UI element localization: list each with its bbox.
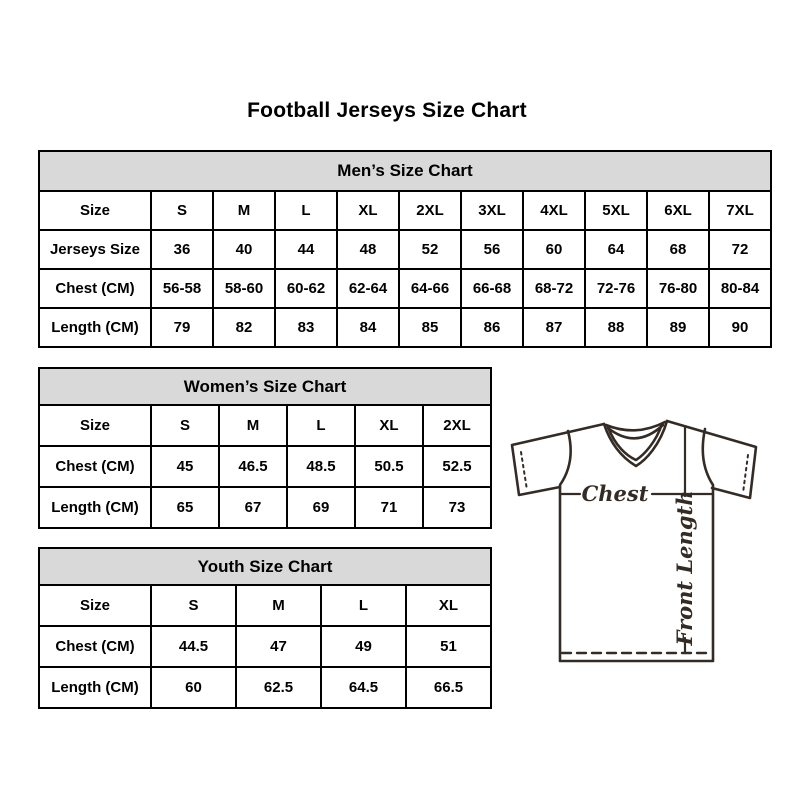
value-cell: 80-84 <box>709 269 771 308</box>
value-cell: 44.5 <box>151 626 236 667</box>
value-cell: 7XL <box>709 191 771 230</box>
value-cell: 83 <box>275 308 337 347</box>
value-cell: 60-62 <box>275 269 337 308</box>
value-cell: 2XL <box>399 191 461 230</box>
table-header-row <box>39 368 491 405</box>
value-cell: XL <box>337 191 399 230</box>
table-row <box>39 446 491 487</box>
value-cell: 64.5 <box>321 667 406 708</box>
table-title: Youth Size Chart <box>39 548 491 585</box>
table-row <box>39 667 491 708</box>
value-cell: 66.5 <box>406 667 491 708</box>
value-cell: M <box>213 191 275 230</box>
value-cell: 52 <box>399 230 461 269</box>
table-title: Men’s Size Chart <box>39 151 771 191</box>
value-cell: 72 <box>709 230 771 269</box>
value-cell: 89 <box>647 308 709 347</box>
right-cuff-stitch-dotted-line <box>743 455 748 493</box>
value-cell: 51 <box>406 626 491 667</box>
value-cell: 87 <box>523 308 585 347</box>
value-cell: S <box>151 585 236 626</box>
left-cuff-stitch-dotted-line <box>521 452 527 490</box>
value-cell: 68-72 <box>523 269 585 308</box>
row-label: Length (CM) <box>39 487 151 528</box>
value-cell: 79 <box>151 308 213 347</box>
value-cell: 5XL <box>585 191 647 230</box>
table-row <box>39 626 491 667</box>
value-cell: 56-58 <box>151 269 213 308</box>
value-cell: 72-76 <box>585 269 647 308</box>
youth-size-table <box>38 547 492 709</box>
value-cell: 46.5 <box>219 446 287 487</box>
value-cell: S <box>151 405 219 446</box>
value-cell: 49 <box>321 626 406 667</box>
value-cell: 64-66 <box>399 269 461 308</box>
row-label: Size <box>39 405 151 446</box>
table-row <box>39 405 491 446</box>
row-label: Length (CM) <box>39 308 151 347</box>
value-cell: 71 <box>355 487 423 528</box>
value-cell: 62.5 <box>236 667 321 708</box>
row-label: Length (CM) <box>39 667 151 708</box>
value-cell: 62-64 <box>337 269 399 308</box>
value-cell: 40 <box>213 230 275 269</box>
value-cell: 36 <box>151 230 213 269</box>
value-cell: M <box>236 585 321 626</box>
table-row <box>39 585 491 626</box>
value-cell: 3XL <box>461 191 523 230</box>
table-row <box>39 487 491 528</box>
mens-size-table <box>38 150 772 348</box>
chest-label: Chest <box>581 481 649 506</box>
value-cell: M <box>219 405 287 446</box>
table-row <box>39 308 771 347</box>
value-cell: 82 <box>213 308 275 347</box>
row-label: Size <box>39 585 151 626</box>
value-cell: 69 <box>287 487 355 528</box>
value-cell: 85 <box>399 308 461 347</box>
value-cell: 86 <box>461 308 523 347</box>
value-cell: 47 <box>236 626 321 667</box>
jersey-outline-graphic <box>502 410 774 668</box>
value-cell: 65 <box>151 487 219 528</box>
value-cell: XL <box>355 405 423 446</box>
row-label: Size <box>39 191 151 230</box>
value-cell: 67 <box>219 487 287 528</box>
page-title: Football Jerseys Size Chart <box>247 99 527 122</box>
value-cell: 90 <box>709 308 771 347</box>
value-cell: 50.5 <box>355 446 423 487</box>
value-cell: S <box>151 191 213 230</box>
value-cell: 52.5 <box>423 446 491 487</box>
jersey-measurement-diagram <box>502 410 774 668</box>
value-cell: 44 <box>275 230 337 269</box>
value-cell: 60 <box>523 230 585 269</box>
value-cell: 60 <box>151 667 236 708</box>
value-cell: 4XL <box>523 191 585 230</box>
value-cell: 58-60 <box>213 269 275 308</box>
table-title: Women’s Size Chart <box>39 368 491 405</box>
value-cell: 48 <box>337 230 399 269</box>
value-cell: 2XL <box>423 405 491 446</box>
value-cell: 45 <box>151 446 219 487</box>
value-cell: L <box>287 405 355 446</box>
womens-size-table <box>38 367 492 529</box>
value-cell: 73 <box>423 487 491 528</box>
table-row <box>39 269 771 308</box>
table-header-row <box>39 151 771 191</box>
row-label: Chest (CM) <box>39 269 151 308</box>
row-label: Chest (CM) <box>39 446 151 487</box>
value-cell: 48.5 <box>287 446 355 487</box>
front-length-label: Front Length <box>672 490 697 646</box>
value-cell: 66-68 <box>461 269 523 308</box>
table-row <box>39 230 771 269</box>
value-cell: 6XL <box>647 191 709 230</box>
value-cell: 88 <box>585 308 647 347</box>
table-row <box>39 191 771 230</box>
value-cell: 64 <box>585 230 647 269</box>
value-cell: XL <box>406 585 491 626</box>
right-sleeve-outline <box>667 421 756 498</box>
row-label: Jerseys Size <box>39 230 151 269</box>
table-header-row <box>39 548 491 585</box>
value-cell: 68 <box>647 230 709 269</box>
value-cell: L <box>321 585 406 626</box>
value-cell: 76-80 <box>647 269 709 308</box>
value-cell: 84 <box>337 308 399 347</box>
value-cell: 56 <box>461 230 523 269</box>
value-cell: L <box>275 191 337 230</box>
row-label: Chest (CM) <box>39 626 151 667</box>
